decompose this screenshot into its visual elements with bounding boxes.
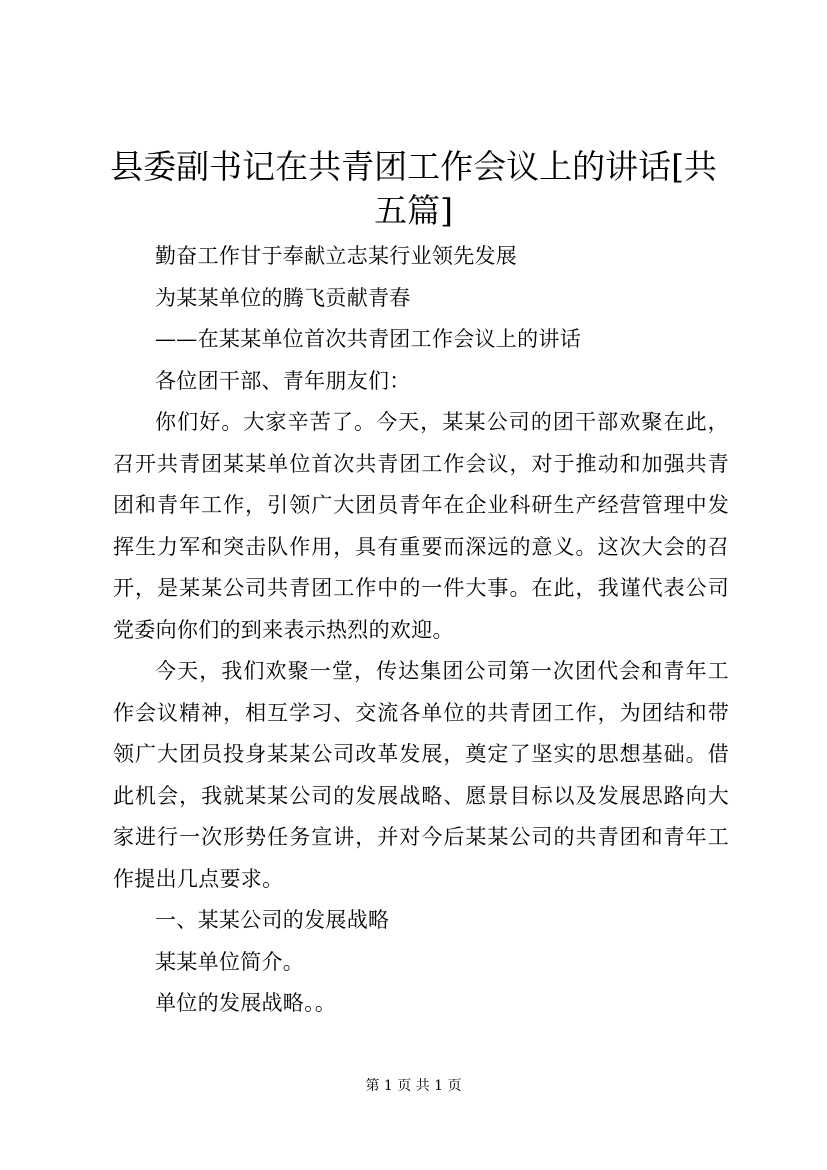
document-body	[113, 236, 729, 1025]
paragraph-salutation: 各位团干部、青年朋友们：	[155, 368, 411, 393]
section-heading-1: 一、某某公司的发展战略	[155, 908, 390, 932]
page-number-footer: 第 1 页 共 1 页	[365, 1078, 462, 1094]
paragraph-subtitle-2: 为某某单位的腾飞贡献青春	[155, 285, 411, 310]
paragraph-subtitle-1: 勤奋工作甘于奉献立志某行业领先发展	[155, 244, 518, 268]
document-title: 县委副书记在共青团工作会议上的讲话[共五篇]	[110, 147, 717, 230]
paragraph-greeting: 你们好。大家辛苦了。今天，某某公司的团干部欢聚在此，召开共青团某某单位首次共青团工作会议，对于推动和加强共青团和青年工作，引领广大团员青年在企业科研生产经营管理中发挥生力军和突击队作用，具有重要而深远的意义。这次大会的召开，是某某公司共青团工作中的一件大事。在此，我谨代表公司党委向你们的到来表示热烈的欢迎。	[113, 410, 729, 642]
paragraph-subtitle-3: ——在某某单位首次共青团工作会议上的讲话	[155, 327, 581, 351]
paragraph-purpose: 今天，我们欢聚一堂，传达集团公司第一次团代会和青年工作会议精神，相互学习、交流各单位的共青团工作，为团结和带领广大团员投身某某公司改革发展，奠定了坚实的思想基础。借此机会，我就某某公司的发展战略、愿景目标以及发展思路向大家进行一次形势任务宣讲，并对今后某某公司的共青团和青年工作提出几点要求。	[113, 659, 729, 891]
paragraph-unit-strategy: 单位的发展战略。。	[155, 991, 337, 1015]
paragraph-unit-intro: 某某单位简介。	[155, 949, 305, 974]
